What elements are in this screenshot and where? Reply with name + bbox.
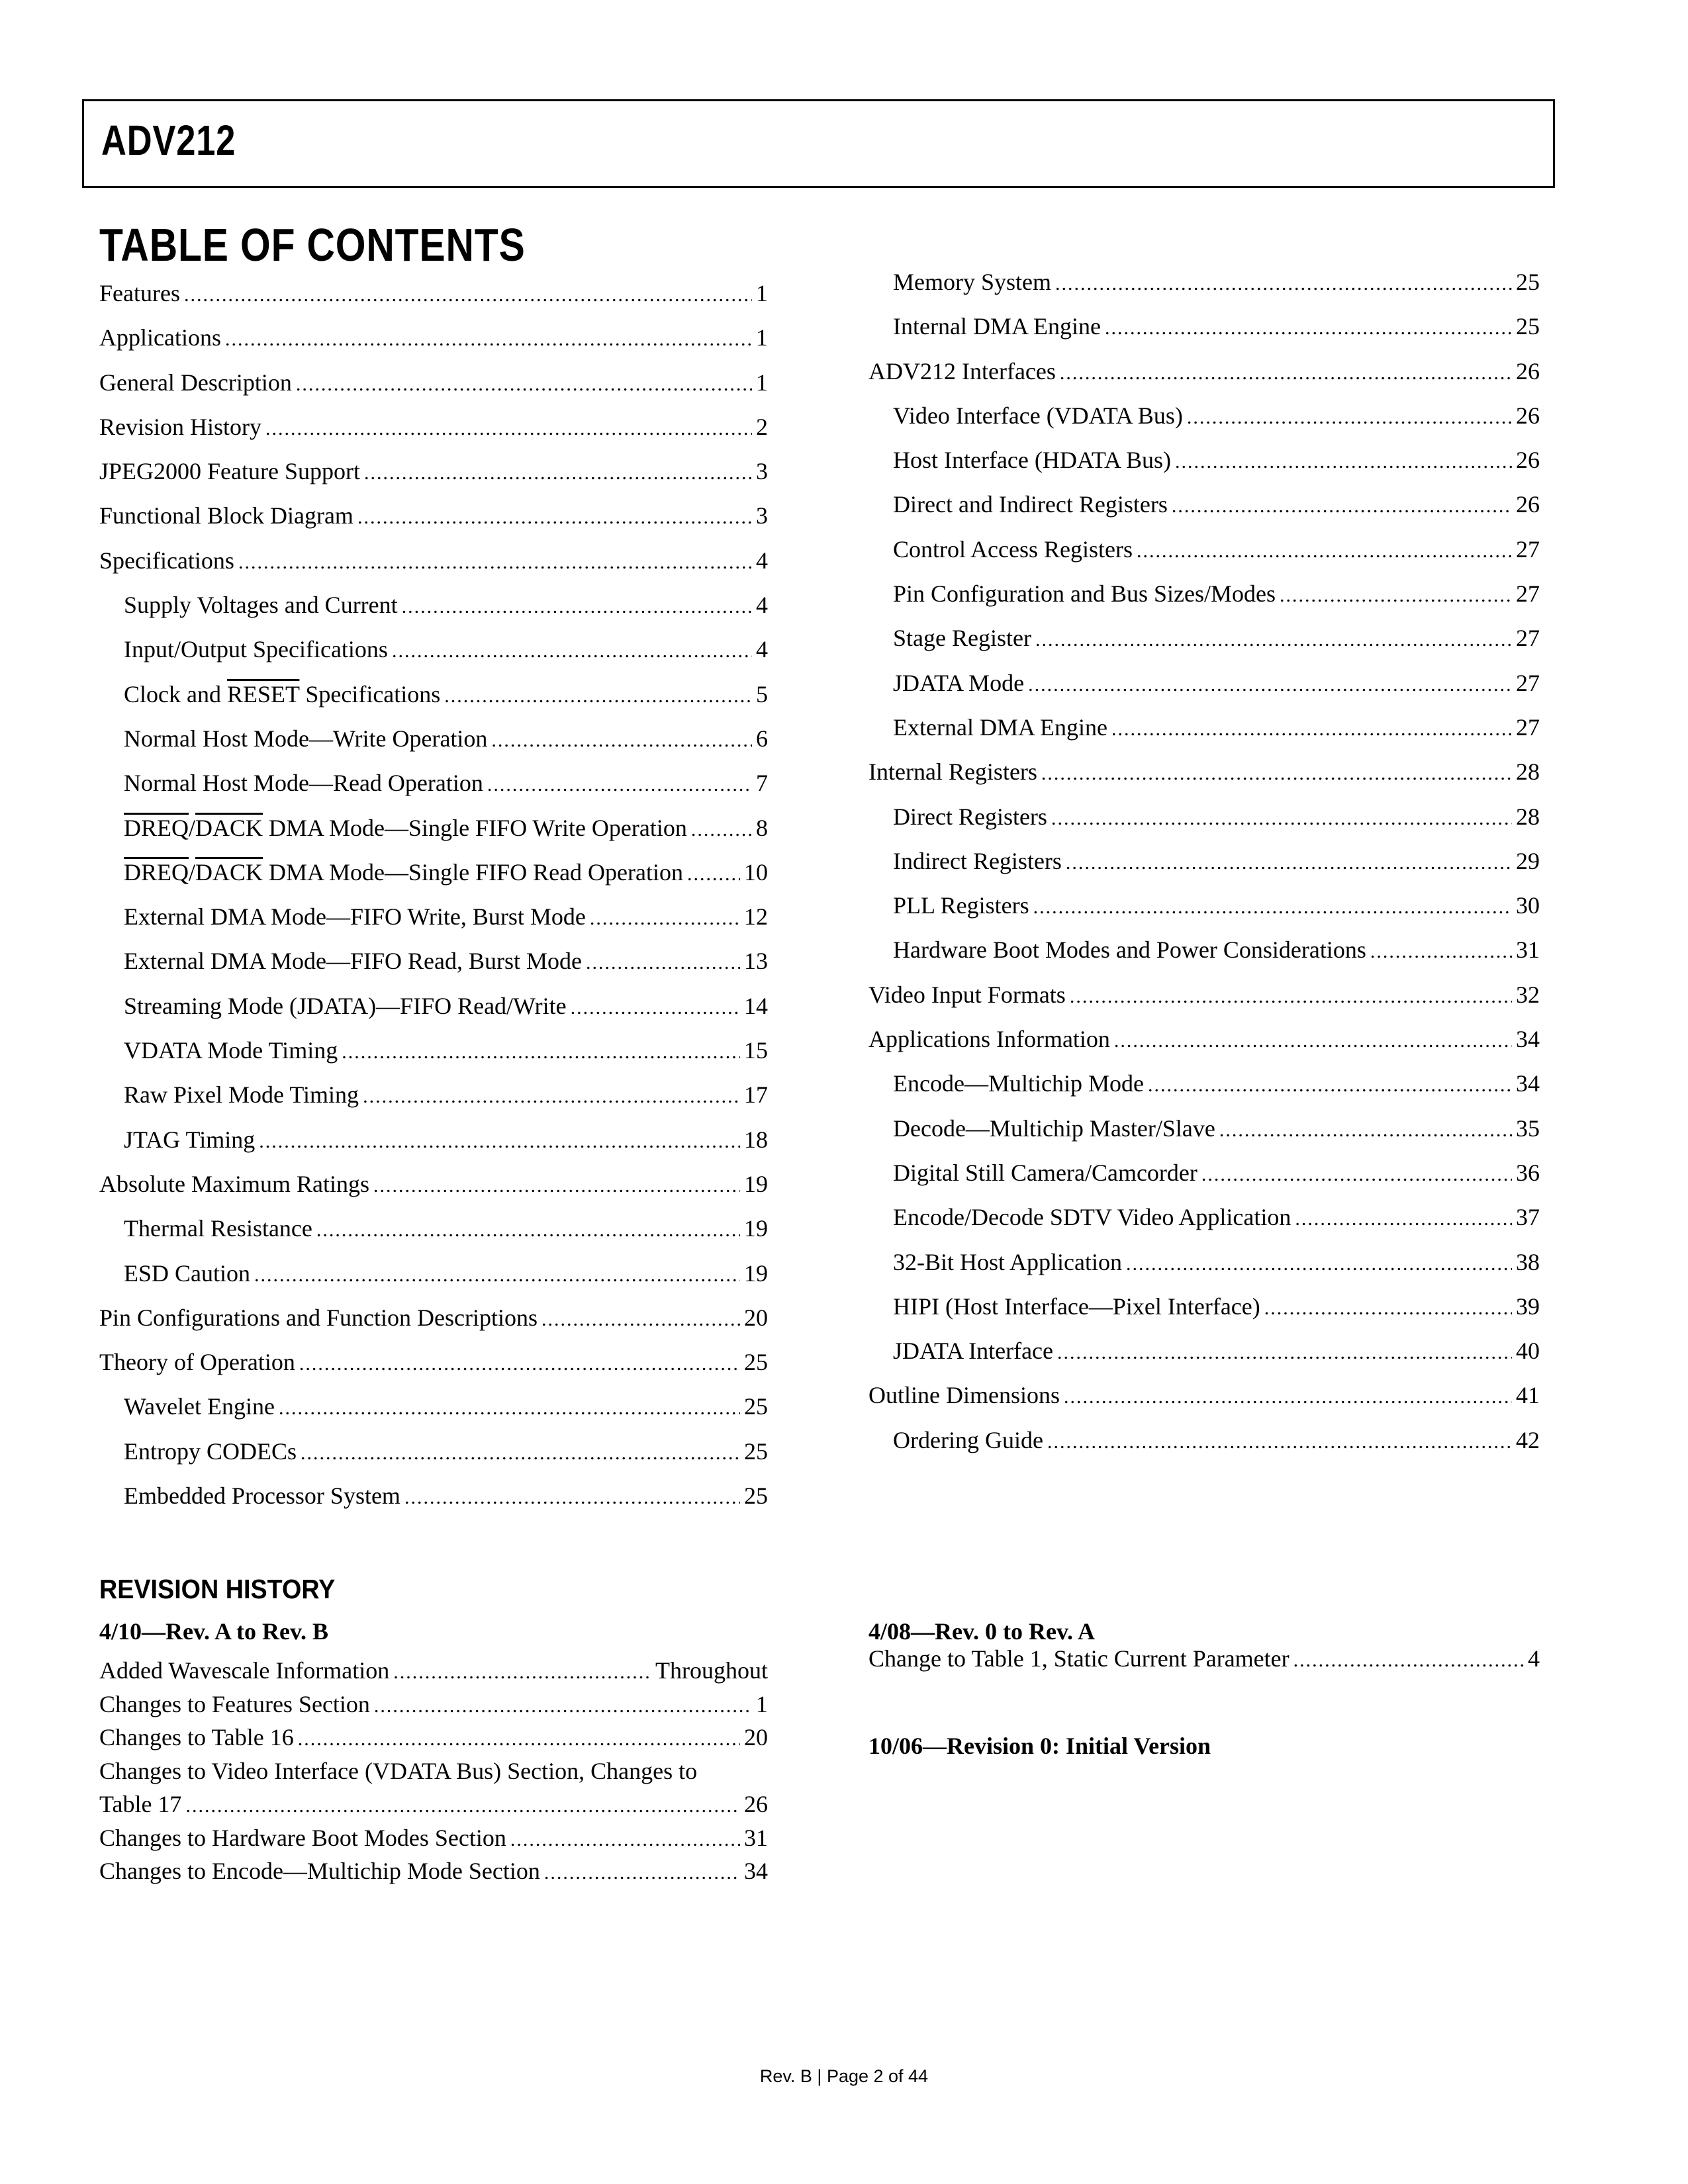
toc-entry-page: 7: [756, 770, 768, 797]
toc-entry-page: 41: [1516, 1382, 1540, 1409]
toc-entry-title: Video Interface (VDATA Bus): [893, 402, 1183, 429]
toc-entry[interactable]: [868, 624, 1540, 668]
toc-entry-title: VDATA Mode Timing: [124, 1037, 338, 1064]
revision-item-page: 4: [1528, 1645, 1540, 1672]
toc-entry-page: 30: [1516, 892, 1540, 919]
toc-entry-title: Memory System: [893, 269, 1051, 295]
toc-entry[interactable]: [868, 446, 1540, 490]
revision-item: [99, 1657, 768, 1690]
toc-entry-title: Entropy CODECs: [124, 1437, 297, 1465]
toc-entry-page: 18: [744, 1126, 768, 1153]
toc-entry[interactable]: [99, 680, 768, 725]
toc-entry-page: 25: [744, 1393, 768, 1420]
revision-item-text: Changes to Hardware Boot Modes Section: [99, 1824, 506, 1851]
toc-list-right: [868, 268, 1540, 1471]
toc-entry-page: 31: [1516, 936, 1540, 964]
dot-leader: [342, 1041, 740, 1064]
toc-entry-title: Decode—Multichip Master/Slave: [893, 1115, 1215, 1142]
toc-entry-page: 6: [756, 725, 768, 752]
toc-right-column: [868, 268, 1540, 1471]
revision-item-text: Change to Table 1, Static Current Parameter: [868, 1645, 1289, 1672]
toc-entry[interactable]: [99, 369, 768, 413]
toc-entry-title: Raw Pixel Mode Timing: [124, 1081, 359, 1109]
revision-item: [99, 1824, 768, 1858]
revision-item-text: Table 17: [99, 1791, 182, 1817]
dot-leader: [1105, 317, 1512, 340]
dot-leader: [1172, 495, 1512, 518]
toc-entry[interactable]: [868, 713, 1540, 758]
toc-list-left: [99, 279, 768, 1526]
toc-entry-page: 26: [1516, 402, 1540, 429]
toc-entry-title: External DMA Engine: [893, 713, 1107, 741]
toc-entry-page: 14: [744, 992, 768, 1019]
toc-entry-title: JPEG2000 Feature Support: [99, 458, 360, 485]
toc-entry-title: Outline Dimensions: [868, 1382, 1060, 1409]
toc-entry-title: Revision History: [99, 413, 262, 440]
revision-title: 4/10—Rev. A to Rev. B: [99, 1618, 329, 1645]
toc-entry[interactable]: [868, 936, 1540, 980]
revision-item-page: Throughout: [655, 1657, 768, 1684]
dot-leader: [1057, 1342, 1512, 1364]
dot-leader: [1148, 1074, 1512, 1097]
toc-entry[interactable]: [868, 1293, 1540, 1337]
toc-entry[interactable]: [99, 591, 768, 635]
dot-leader: [301, 1442, 740, 1465]
toc-entry-title: Absolute Maximum Ratings: [99, 1170, 369, 1197]
toc-entry-title: 32-Bit Host Application: [893, 1248, 1122, 1275]
toc-entry[interactable]: [99, 635, 768, 680]
toc-entry[interactable]: [99, 903, 768, 947]
toc-entry-page: 10: [744, 858, 768, 886]
document-title: ADV212: [101, 116, 236, 164]
revision-item-page: 26: [744, 1791, 768, 1817]
toc-entry-page: 8: [756, 814, 768, 841]
dot-leader: [296, 373, 752, 396]
dot-leader: [279, 1397, 740, 1420]
dot-leader: [299, 1353, 740, 1375]
dot-leader: [1264, 1297, 1512, 1320]
toc-entry-title: Applications: [99, 324, 221, 351]
dot-leader: [1219, 1119, 1512, 1142]
toc-entry[interactable]: [99, 457, 768, 502]
dot-leader: [491, 729, 752, 752]
toc-entry-title: Normal Host Mode—Read Operation: [124, 770, 483, 797]
toc-entry-page: 27: [1516, 580, 1540, 608]
toc-entry-page: 37: [1516, 1204, 1540, 1231]
toc-entry-page: 19: [744, 1259, 768, 1287]
dot-leader: [1201, 1163, 1512, 1186]
toc-entry-page: 35: [1516, 1115, 1540, 1142]
toc-entry-page: 26: [1516, 491, 1540, 518]
toc-entry-title: Encode/Decode SDTV Video Application: [893, 1204, 1291, 1231]
toc-entry-title: Internal Registers: [868, 758, 1037, 786]
dot-leader: [357, 506, 752, 529]
toc-entry-title: External DMA Mode—FIFO Write, Burst Mode: [124, 903, 586, 931]
toc-entry-page: 32: [1516, 981, 1540, 1008]
toc-entry-page: 2: [756, 413, 768, 440]
toc-entry[interactable]: [868, 1248, 1540, 1293]
toc-title: TABLE OF CONTENTS: [99, 219, 526, 271]
toc-entry-title: Streaming Mode (JDATA)—FIFO Read/Write: [124, 992, 567, 1019]
dot-leader: [238, 551, 752, 574]
toc-entry[interactable]: [99, 1348, 768, 1392]
toc-entry-title: HIPI (Host Interface—Pixel Interface): [893, 1293, 1260, 1320]
revision-item: Changes to Video Interface (VDATA Bus) Section, Changes to: [99, 1757, 698, 1784]
toc-entry-title: Control Access Registers: [893, 535, 1133, 563]
toc-entry[interactable]: [868, 268, 1540, 312]
toc-entry[interactable]: [868, 1115, 1540, 1159]
toc-entry[interactable]: [99, 1126, 768, 1170]
toc-entry[interactable]: [868, 1069, 1540, 1114]
toc-entry[interactable]: [868, 357, 1540, 402]
toc-entry-title: Direct and Indirect Registers: [893, 491, 1168, 518]
dot-leader: [1047, 1431, 1512, 1453]
dot-leader: [1051, 807, 1512, 830]
toc-entry-page: 1: [756, 280, 768, 306]
toc-entry[interactable]: [99, 769, 768, 813]
dot-leader: [1060, 362, 1512, 385]
revision-item-text: Changes to Encode—Multichip Mode Section: [99, 1858, 540, 1884]
revision-title: 10/06—Revision 0: Initial Version: [868, 1732, 1211, 1759]
revision-item-page: 1: [756, 1690, 768, 1717]
dot-leader: [1066, 852, 1512, 874]
dot-leader: [364, 462, 752, 484]
toc-entry-title: ADV212 Interfaces: [868, 357, 1056, 385]
dot-leader: [586, 952, 740, 974]
dot-leader: [392, 640, 752, 662]
revision-items: [868, 1645, 1540, 1678]
toc-entry-title: Normal Host Mode—Write Operation: [124, 725, 488, 752]
dot-leader: [1055, 273, 1512, 295]
dot-leader: [184, 284, 752, 306]
dot-leader: [1293, 1649, 1524, 1672]
dot-leader: [1295, 1208, 1512, 1230]
toc-entry[interactable]: [868, 1159, 1540, 1203]
toc-entry-page: 25: [1516, 269, 1540, 295]
toc-entry[interactable]: [868, 402, 1540, 446]
toc-entry[interactable]: [99, 324, 768, 368]
toc-entry-title: Input/Output Specifications: [124, 636, 388, 663]
toc-entry[interactable]: [99, 858, 768, 903]
toc-entry-title: PLL Registers: [893, 892, 1029, 919]
toc-entry-title: Wavelet Engine: [124, 1393, 275, 1420]
toc-entry[interactable]: [99, 1304, 768, 1348]
toc-entry-title: Pin Configuration and Bus Sizes/Modes: [893, 580, 1276, 608]
dot-leader: [363, 1085, 740, 1108]
toc-entry[interactable]: [868, 891, 1540, 936]
toc-entry-page: 27: [1516, 535, 1540, 563]
toc-entry[interactable]: [868, 580, 1540, 624]
toc-entry-page: 34: [1516, 1070, 1540, 1097]
toc-entry[interactable]: [99, 1170, 768, 1214]
toc-entry-page: 29: [1516, 847, 1540, 874]
toc-entry[interactable]: [99, 1214, 768, 1259]
dot-leader: [373, 1175, 740, 1197]
revision-item-text: Added Wavescale Information: [99, 1657, 390, 1684]
toc-entry[interactable]: [868, 758, 1540, 802]
dot-leader: [1370, 940, 1512, 963]
toc-entry[interactable]: [868, 847, 1540, 891]
toc-entry-page: 1: [756, 324, 768, 351]
dot-leader: [402, 596, 752, 618]
dot-leader: [254, 1264, 740, 1287]
toc-entry-title: DREQ/DACK DMA Mode—Single FIFO Write Operation: [124, 814, 687, 841]
revision-item-page: 34: [744, 1858, 768, 1884]
revision-item: [99, 1790, 768, 1824]
toc-entry[interactable]: [99, 992, 768, 1036]
toc-entry-title: Clock and RESET Specifications: [124, 680, 441, 707]
toc-entry[interactable]: [99, 1392, 768, 1437]
revision-item-text: Changes to Features Section: [99, 1690, 370, 1717]
revision-item-page: 31: [744, 1824, 768, 1851]
toc-entry[interactable]: [868, 1426, 1540, 1471]
toc-entry[interactable]: [99, 1482, 768, 1526]
toc-entry[interactable]: [868, 1381, 1540, 1426]
toc-entry-title: Features: [99, 280, 180, 306]
toc-entry[interactable]: [99, 1036, 768, 1081]
toc-entry-title: Direct Registers: [893, 803, 1047, 830]
dot-leader: [1041, 762, 1512, 785]
toc-entry-page: 12: [744, 903, 768, 931]
dot-leader: [393, 1661, 651, 1684]
toc-entry[interactable]: [99, 413, 768, 457]
page-footer: Rev. B | Page 2 of 44: [759, 2066, 929, 2086]
revision-history-heading: REVISION HISTORY: [99, 1574, 336, 1604]
dot-leader: [404, 1486, 740, 1509]
dot-leader: [298, 1728, 740, 1751]
dot-leader: [374, 1695, 752, 1717]
toc-entry[interactable]: [99, 725, 768, 769]
dot-leader: [185, 1795, 740, 1817]
toc-entry-title: JTAG Timing: [124, 1126, 256, 1153]
dot-leader: [1064, 1386, 1512, 1408]
toc-entry-page: 4: [756, 592, 768, 619]
toc-entry-title: Functional Block Diagram: [99, 502, 353, 529]
toc-entry[interactable]: [99, 502, 768, 546]
dot-leader: [1280, 584, 1512, 607]
revision-block-rev-b: [99, 1612, 768, 1891]
dot-leader: [544, 1862, 740, 1884]
toc-entry-title: JDATA Interface: [893, 1338, 1054, 1365]
header-box: [82, 99, 1555, 188]
dot-leader: [571, 997, 740, 1019]
revision-item: [99, 1857, 768, 1891]
toc-entry-title: Encode—Multichip Mode: [893, 1070, 1144, 1097]
toc-entry-page: 40: [1516, 1338, 1540, 1365]
revision-title: 4/08—Rev. 0 to Rev. A: [868, 1618, 1095, 1645]
toc-entry[interactable]: [868, 1025, 1540, 1069]
toc-entry[interactable]: [99, 279, 768, 324]
dot-leader: [1126, 1253, 1512, 1275]
dot-leader: [225, 328, 752, 351]
toc-entry-page: 1: [756, 369, 768, 396]
toc-entry-title: Indirect Registers: [893, 847, 1062, 874]
toc-entry-title: Applications Information: [868, 1026, 1110, 1053]
dot-leader: [1028, 674, 1512, 696]
dot-leader: [1187, 406, 1512, 429]
toc-entry[interactable]: [99, 1437, 768, 1482]
toc-entry-page: 25: [744, 1482, 768, 1510]
toc-entry-title: External DMA Mode—FIFO Read, Burst Mode: [124, 948, 582, 975]
dot-leader: [1035, 629, 1512, 651]
dot-leader: [1111, 718, 1512, 741]
toc-entry-page: 17: [744, 1081, 768, 1109]
toc-entry[interactable]: [868, 490, 1540, 535]
toc-entry-title: General Description: [99, 369, 292, 396]
toc-entry-title: Specifications: [99, 547, 234, 574]
dot-leader: [1070, 985, 1512, 1008]
toc-entry-title: JDATA Mode: [893, 669, 1025, 696]
revision-items: [99, 1657, 768, 1891]
dot-leader: [1175, 451, 1512, 473]
toc-entry-title: Thermal Resistance: [124, 1215, 312, 1242]
dot-leader: [1033, 896, 1512, 919]
toc-entry-page: 39: [1516, 1293, 1540, 1320]
toc-entry-page: 19: [744, 1215, 768, 1242]
dot-leader: [691, 819, 752, 841]
toc-entry-page: 5: [756, 680, 768, 707]
toc-entry-title: Digital Still Camera/Camcorder: [893, 1159, 1197, 1186]
dot-leader: [687, 863, 740, 886]
toc-entry-title: Stage Register: [893, 625, 1031, 652]
toc-entry-page: 20: [744, 1304, 768, 1331]
toc-entry-title: DREQ/DACK DMA Mode—Single FIFO Read Operation: [124, 858, 683, 886]
toc-entry-page: 15: [744, 1037, 768, 1064]
toc-entry[interactable]: [99, 547, 768, 591]
toc-entry[interactable]: [99, 947, 768, 991]
revision-item: [99, 1690, 768, 1724]
toc-entry-page: 38: [1516, 1248, 1540, 1275]
toc-entry-title: Ordering Guide: [893, 1426, 1043, 1453]
dot-leader: [487, 774, 752, 796]
toc-entry[interactable]: [868, 981, 1540, 1025]
toc-entry[interactable]: [99, 814, 768, 858]
toc-entry[interactable]: [868, 1337, 1540, 1381]
toc-entry-page: 28: [1516, 758, 1540, 786]
toc-entry-page: 3: [756, 502, 768, 529]
dot-leader: [1137, 540, 1512, 563]
toc-entry[interactable]: [868, 803, 1540, 847]
toc-entry-page: 42: [1516, 1426, 1540, 1453]
dot-leader: [444, 685, 752, 707]
toc-entry-title: Supply Voltages and Current: [124, 592, 398, 619]
toc-entry-page: 25: [744, 1437, 768, 1465]
toc-entry-page: 19: [744, 1170, 768, 1197]
toc-entry-title: ESD Caution: [124, 1259, 251, 1287]
toc-entry-page: 4: [756, 547, 768, 574]
toc-entry-page: 13: [744, 948, 768, 975]
revision-item: [868, 1645, 1540, 1678]
revision-item-text: Changes to Table 16: [99, 1724, 294, 1751]
toc-entry[interactable]: [99, 1081, 768, 1125]
toc-entry-page: 4: [756, 636, 768, 663]
toc-entry-title: Hardware Boot Modes and Power Considerations: [893, 936, 1366, 964]
toc-entry[interactable]: [868, 669, 1540, 713]
toc-entry[interactable]: [99, 1259, 768, 1304]
dot-leader: [259, 1130, 740, 1153]
revision-item-page: 20: [744, 1724, 768, 1751]
toc-entry[interactable]: [868, 535, 1540, 580]
dot-leader: [541, 1308, 740, 1331]
toc-entry-page: 25: [1516, 313, 1540, 340]
revision-block-rev-a: [868, 1612, 1540, 1766]
toc-entry-page: 28: [1516, 803, 1540, 830]
toc-entry-page: 34: [1516, 1026, 1540, 1053]
toc-entry-page: 36: [1516, 1159, 1540, 1186]
toc-entry-title: Embedded Processor System: [124, 1482, 400, 1510]
toc-entry-title: Host Interface (HDATA Bus): [893, 447, 1172, 474]
revision-item: [99, 1723, 768, 1757]
dot-leader: [1114, 1030, 1512, 1052]
toc-entry-page: 25: [744, 1349, 768, 1376]
toc-entry-page: 27: [1516, 713, 1540, 741]
toc-entry-page: 27: [1516, 625, 1540, 652]
toc-entry-page: 3: [756, 458, 768, 485]
toc-entry-title: Theory of Operation: [99, 1349, 295, 1376]
toc-entry-title: Internal DMA Engine: [893, 313, 1101, 340]
toc-left-column: [99, 279, 768, 1526]
toc-entry-page: 26: [1516, 357, 1540, 385]
toc-entry[interactable]: [868, 312, 1540, 357]
dot-leader: [265, 418, 752, 440]
toc-entry-title: Video Input Formats: [868, 981, 1066, 1008]
toc-entry-page: 26: [1516, 447, 1540, 474]
toc-entry-title: Pin Configurations and Function Descriptions: [99, 1304, 538, 1331]
dot-leader: [590, 907, 740, 930]
toc-entry[interactable]: [868, 1203, 1540, 1248]
toc-entry-page: 27: [1516, 669, 1540, 696]
dot-leader: [510, 1829, 740, 1851]
dot-leader: [316, 1219, 740, 1242]
